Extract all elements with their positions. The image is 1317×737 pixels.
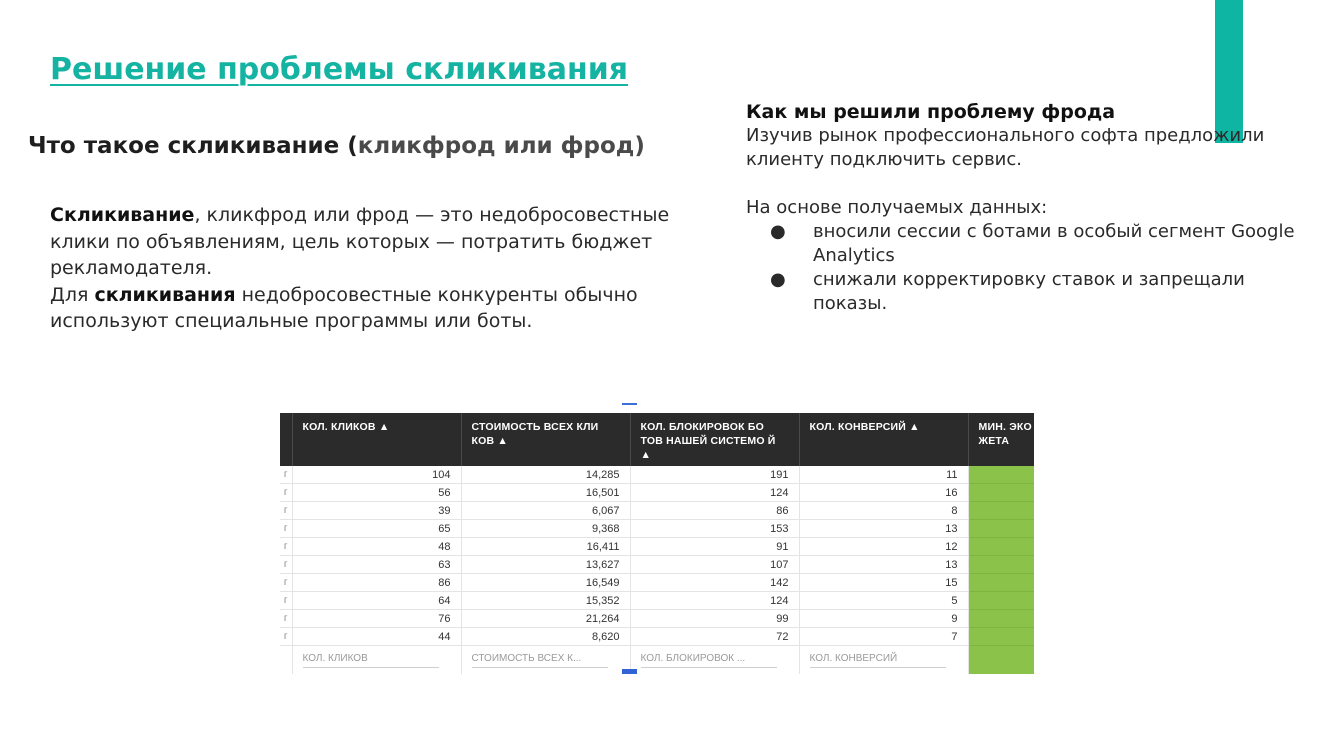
table-cell: 39 (292, 502, 461, 520)
table-cell: 16,549 (461, 574, 630, 592)
table-cell: 7 (799, 628, 968, 646)
table-row (280, 592, 1034, 610)
table-cell: 76 (292, 610, 461, 628)
min-budget-cell (968, 628, 1034, 646)
filter-input[interactable]: КОЛ. КОНВЕРСИЙ (810, 653, 946, 668)
table-row (280, 538, 1034, 556)
row-stub: г (280, 484, 292, 502)
solution-heading: Как мы решили проблему фрода (746, 101, 1116, 123)
header-cost[interactable]: СТОИМОСТЬ ВСЕХ КЛИ КОВ ▲ (461, 413, 630, 466)
filter-cell (630, 646, 799, 675)
table-cell: 44 (292, 628, 461, 646)
table-cell: 16,501 (461, 484, 630, 502)
table-cell: 12 (799, 538, 968, 556)
table-cell: 91 (630, 538, 799, 556)
row-stub: г (280, 610, 292, 628)
table-cell: 65 (292, 520, 461, 538)
row-stub: г (280, 574, 292, 592)
table-cell: 16 (799, 484, 968, 502)
table-cell: 104 (292, 466, 461, 484)
definition-prefix: Для (50, 283, 95, 306)
table-cell: 13,627 (461, 556, 630, 574)
filter-cell (461, 646, 630, 675)
definition-term: Скликивание (50, 204, 195, 226)
header-clicks[interactable]: КОЛ. КЛИКОВ ▲ (292, 413, 461, 466)
list-item: ● снижали корректировку ставок и запрещали показы. (770, 269, 1245, 314)
table-header-row (280, 413, 1034, 466)
row-stub: г (280, 520, 292, 538)
table-row (280, 574, 1034, 592)
table-cell: 9,368 (461, 520, 630, 538)
table-cell: 15 (799, 574, 968, 592)
row-stub: г (280, 556, 292, 574)
table-row (280, 502, 1034, 520)
filter-input[interactable]: КОЛ. БЛОКИРОВОК ... (641, 653, 777, 668)
table-cell: 21,264 (461, 610, 630, 628)
min-budget-cell (968, 556, 1034, 574)
min-budget-cell (968, 484, 1034, 502)
filter-cell (799, 646, 968, 675)
min-budget-cell (968, 520, 1034, 538)
table-cell: 6,067 (461, 502, 630, 520)
table-row (280, 556, 1034, 574)
report-table (280, 413, 1034, 674)
min-budget-cell (968, 610, 1034, 628)
row-stub: г (280, 628, 292, 646)
definition-text (50, 202, 670, 335)
table-cell: 99 (630, 610, 799, 628)
table-row (280, 484, 1034, 502)
filter-input[interactable]: КОЛ. КЛИКОВ (303, 653, 439, 668)
filter-stub (280, 646, 292, 675)
solution-intro: Изучив рынок профессионального софта предложили клиенту подключить сервис. (746, 125, 1265, 170)
solution-section (746, 100, 1301, 316)
definition-term-2: скликивания (94, 283, 236, 306)
table-cell: 5 (799, 592, 968, 610)
slide-title: Решение проблемы скликивания (50, 52, 629, 87)
bullet-icon: ● (770, 221, 786, 242)
definition-suffix: недобросовестные конкуренты обычно используют специальные программы или боты. (50, 283, 638, 332)
subtitle (28, 133, 645, 159)
table-bottom-marker (622, 669, 637, 674)
table-cell: 86 (292, 574, 461, 592)
min-budget-cell (968, 502, 1034, 520)
table-cell: 191 (630, 466, 799, 484)
min-budget-cell (968, 538, 1034, 556)
header-stub (280, 413, 292, 466)
min-budget-cell (968, 646, 1034, 675)
row-stub: г (280, 592, 292, 610)
table-cell: 8,620 (461, 628, 630, 646)
min-budget-cell (968, 574, 1034, 592)
solution-list (746, 220, 1301, 316)
table-cell: 124 (630, 592, 799, 610)
min-budget-cell (968, 592, 1034, 610)
table-cell: 9 (799, 610, 968, 628)
bullet-icon: ● (770, 269, 786, 290)
subtitle-muted: кликфрод или фрод) (357, 133, 645, 159)
table-row (280, 610, 1034, 628)
table-cell: 63 (292, 556, 461, 574)
subtitle-main: Что такое скликивание ( (28, 133, 358, 159)
row-stub: г (280, 502, 292, 520)
definition-paragraph-1 (50, 202, 670, 282)
table-cell: 86 (630, 502, 799, 520)
table-cell: 48 (292, 538, 461, 556)
table-cell: 13 (799, 520, 968, 538)
table-cell: 107 (630, 556, 799, 574)
list-item: ● вносили сессии с ботами в особый сегмент Google Analytics (770, 221, 1295, 266)
table-cell: 11 (799, 466, 968, 484)
table-row (280, 628, 1034, 646)
report-table-screenshot (280, 413, 1034, 674)
row-stub: г (280, 466, 292, 484)
table-cell: 72 (630, 628, 799, 646)
table-cell: 8 (799, 502, 968, 520)
header-min-budget[interactable]: МИН. ЭКО ЖЕТА (968, 413, 1034, 466)
table-cell: 16,411 (461, 538, 630, 556)
table-top-marker (622, 403, 637, 405)
table-cell: 124 (630, 484, 799, 502)
table-cell: 56 (292, 484, 461, 502)
solution-data-intro: На основе получаемых данных: (746, 197, 1048, 218)
table-cell: 142 (630, 574, 799, 592)
definition-paragraph-2 (50, 282, 670, 335)
table-row (280, 520, 1034, 538)
definition-body: , кликфрод или фрод — это недобросовестные клики по объявлениям, цель которых — потратить бюджет рекламодателя. (50, 204, 670, 279)
filter-cell (292, 646, 461, 675)
table-cell: 13 (799, 556, 968, 574)
row-stub: г (280, 538, 292, 556)
header-conversions[interactable]: КОЛ. КОНВЕРСИЙ ▲ (799, 413, 968, 466)
table-row (280, 466, 1034, 484)
filter-row (280, 646, 1034, 675)
min-budget-cell (968, 466, 1034, 484)
table-cell: 14,285 (461, 466, 630, 484)
table-cell: 64 (292, 592, 461, 610)
header-blocks[interactable]: КОЛ. БЛОКИРОВОК БО ТОВ НАШЕЙ СИСТЕМО Й ▲ (630, 413, 799, 466)
filter-input[interactable]: СТОИМОСТЬ ВСЕХ К... (472, 653, 608, 668)
table-cell: 15,352 (461, 592, 630, 610)
table-cell: 153 (630, 520, 799, 538)
